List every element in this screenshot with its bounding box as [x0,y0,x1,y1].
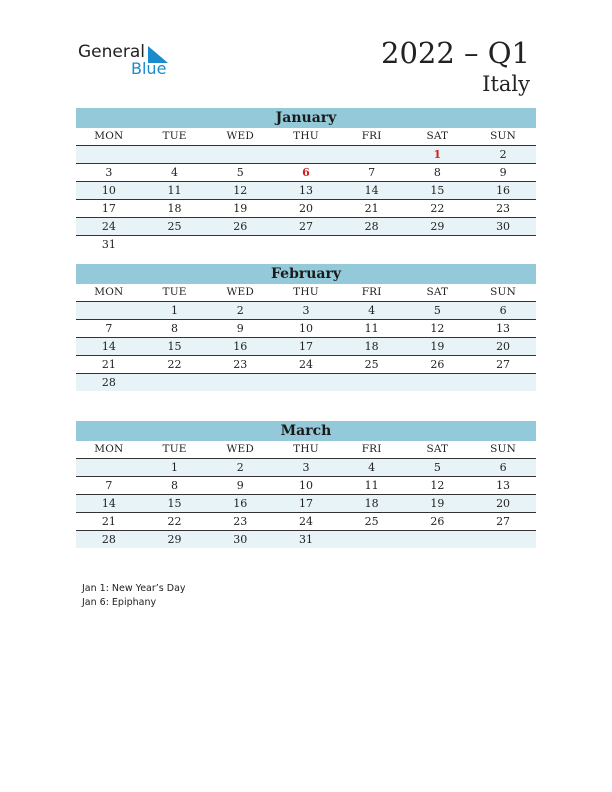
day-cell: 10 [298,322,313,335]
day-cell: 10 [101,184,116,197]
day-cell: 6 [499,304,507,317]
month-title: February [76,264,536,284]
day-cell: 26 [430,515,445,528]
day-cell: 25 [364,515,379,528]
day-cell: 20 [298,202,313,215]
day-cell: 30 [233,533,248,546]
weekday-label: FRI [361,286,382,298]
day-cell: 7 [105,479,113,492]
day-cell: 27 [496,358,511,371]
weekday-label: TUE [162,130,187,142]
empty-day-cell [273,374,339,391]
weekday-label: FRI [361,130,382,142]
empty-day-cell [76,302,142,319]
day-cell: 8 [433,166,441,179]
week-row [76,459,536,477]
day-cell: 28 [364,220,379,233]
day-cell: 21 [364,202,379,215]
day-cell: 9 [236,479,244,492]
weekday-label: TUE [162,286,187,298]
week-row [76,200,536,218]
day-cell: 30 [496,220,511,233]
week-row [76,302,536,320]
week-row [76,320,536,338]
empty-day-cell [470,374,536,391]
day-cell: 23 [496,202,511,215]
week-row [76,531,536,548]
month-february [76,264,536,391]
empty-day-cell [207,236,273,253]
day-cell: 23 [233,515,248,528]
day-cell: 12 [430,479,445,492]
empty-day-cell [273,236,339,253]
day-cell: 21 [101,515,116,528]
week-row [76,182,536,200]
empty-day-cell [142,146,208,163]
empty-day-cell [470,531,536,548]
week-row [76,477,536,495]
week-row [76,164,536,182]
month-march [76,421,536,548]
day-cell: 15 [430,184,445,197]
day-cell: 27 [496,515,511,528]
day-cell: 31 [298,533,313,546]
weekday-label: THU [293,130,319,142]
day-cell: 14 [364,184,379,197]
empty-day-cell [207,374,273,391]
month-january [76,108,536,253]
day-cell: 12 [233,184,248,197]
day-cell: 7 [368,166,376,179]
weekday-label: WED [226,286,254,298]
day-cell: 23 [233,358,248,371]
empty-day-cell [207,146,273,163]
holiday-note: Jan 1: New Year’s Day [82,583,186,594]
weekday-label: SUN [490,443,516,455]
day-cell: 16 [233,497,248,510]
empty-day-cell [339,531,405,548]
week-row [76,356,536,374]
logo-blue-text: Blue [131,59,167,78]
day-cell: 19 [233,202,248,215]
day-cell: 5 [433,304,441,317]
empty-day-cell [339,236,405,253]
day-cell: 13 [496,479,511,492]
day-cell: 18 [364,340,379,353]
country-label: Italy [482,72,530,96]
day-cell: 9 [236,322,244,335]
day-cell: 24 [298,515,313,528]
weekday-label: WED [226,130,254,142]
day-cell: 13 [496,322,511,335]
weekday-header-row [76,128,536,146]
day-cell: 21 [101,358,116,371]
day-cell: 5 [236,166,244,179]
weekday-label: SAT [426,443,449,455]
day-cell: 17 [101,202,116,215]
day-cell: 28 [101,533,116,546]
generalblue-logo [78,42,178,82]
day-cell: 20 [496,497,511,510]
day-cell: 3 [105,166,113,179]
day-cell: 13 [298,184,313,197]
empty-day-cell [142,236,208,253]
month-title: January [76,108,536,128]
day-cell: 14 [101,497,116,510]
day-cell: 24 [101,220,116,233]
weekday-label: SAT [426,286,449,298]
week-row [76,236,536,253]
day-cell: 19 [430,497,445,510]
weekday-label: MON [94,286,124,298]
day-cell: 11 [364,479,379,492]
day-cell: 4 [368,461,376,474]
day-cell: 29 [430,220,445,233]
day-cell: 7 [105,322,113,335]
day-cell: 16 [233,340,248,353]
weekday-label: MON [94,443,124,455]
day-cell: 3 [302,461,310,474]
day-cell: 31 [101,238,116,251]
empty-day-cell [76,459,142,476]
week-row [76,374,536,391]
day-cell: 1 [171,304,179,317]
empty-day-cell [142,374,208,391]
holiday-note: Jan 6: Epiphany [82,597,157,608]
day-cell: 22 [167,358,182,371]
weekday-label: SUN [490,130,516,142]
day-cell: 6 [302,166,310,179]
week-row [76,218,536,236]
day-cell: 4 [368,304,376,317]
empty-day-cell [405,531,471,548]
day-cell: 22 [167,515,182,528]
weekday-label: WED [226,443,254,455]
day-cell: 2 [236,461,244,474]
day-cell: 15 [167,340,182,353]
week-row [76,495,536,513]
weekday-header-row [76,441,536,459]
day-cell: 14 [101,340,116,353]
day-cell: 1 [433,148,442,161]
day-cell: 12 [430,322,445,335]
day-cell: 28 [101,376,116,389]
day-cell: 9 [499,166,507,179]
week-row [76,146,536,164]
weekday-label: TUE [162,443,187,455]
day-cell: 26 [233,220,248,233]
day-cell: 16 [496,184,511,197]
empty-day-cell [273,146,339,163]
day-cell: 8 [171,322,179,335]
day-cell: 25 [364,358,379,371]
page-title: 2022 – Q1 [381,36,530,70]
day-cell: 10 [298,479,313,492]
day-cell: 15 [167,497,182,510]
day-cell: 5 [433,461,441,474]
weekday-label: THU [293,443,319,455]
empty-day-cell [339,374,405,391]
week-row [76,513,536,531]
day-cell: 2 [236,304,244,317]
day-cell: 24 [298,358,313,371]
empty-day-cell [405,374,471,391]
weekday-header-row [76,284,536,302]
month-title: March [76,421,536,441]
day-cell: 20 [496,340,511,353]
day-cell: 3 [302,304,310,317]
day-cell: 8 [171,479,179,492]
day-cell: 1 [171,461,179,474]
empty-day-cell [470,236,536,253]
day-cell: 11 [364,322,379,335]
weekday-label: FRI [361,443,382,455]
day-cell: 2 [499,148,507,161]
empty-day-cell [339,146,405,163]
day-cell: 4 [171,166,179,179]
holiday-notes [82,582,186,610]
week-row [76,338,536,356]
day-cell: 29 [167,533,182,546]
weekday-label: SUN [490,286,516,298]
day-cell: 17 [298,497,313,510]
day-cell: 22 [430,202,445,215]
day-cell: 18 [364,497,379,510]
day-cell: 11 [167,184,182,197]
day-cell: 25 [167,220,182,233]
empty-day-cell [405,236,471,253]
day-cell: 19 [430,340,445,353]
day-cell: 27 [298,220,313,233]
day-cell: 18 [167,202,182,215]
day-cell: 6 [499,461,507,474]
weekday-label: SAT [426,130,449,142]
day-cell: 17 [298,340,313,353]
empty-day-cell [76,146,142,163]
logo-general-text: General [78,42,145,62]
weekday-label: THU [293,286,319,298]
day-cell: 26 [430,358,445,371]
weekday-label: MON [94,130,124,142]
